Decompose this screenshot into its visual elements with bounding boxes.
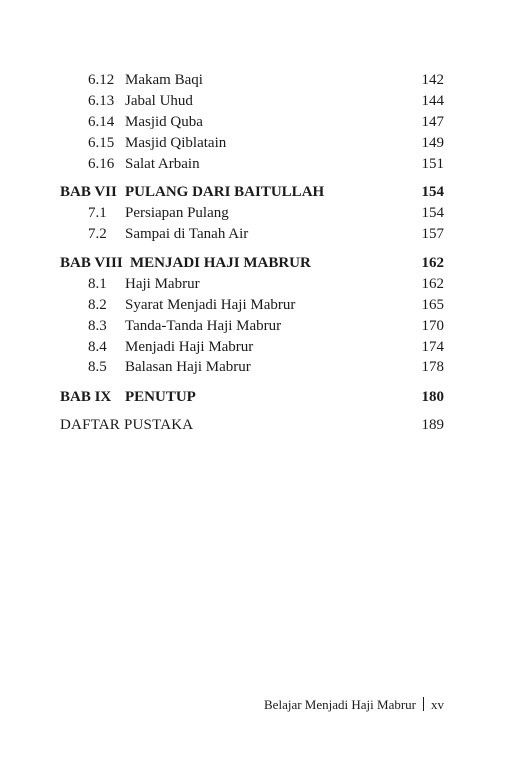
section-number: 8.2 — [88, 297, 107, 313]
toc-entry-8-4 — [0, 337, 516, 357]
section-number: 8.1 — [88, 276, 107, 292]
toc-entry-7-1 — [0, 203, 516, 223]
chapter-title: PENUTUP — [125, 389, 196, 405]
section-title: Masjid Qiblatain — [125, 135, 227, 151]
toc-chapter-viii — [0, 253, 516, 273]
page-number: 180 — [421, 389, 444, 405]
section-title: Sampai di Tanah Air — [125, 226, 249, 242]
section-number: 6.12 — [88, 72, 115, 88]
toc-entry-8-5 — [0, 357, 516, 377]
section-title: Salat Arbain — [125, 156, 200, 172]
page-number: 154 — [421, 184, 444, 200]
bibliography-title: DAFTAR PUSTAKA — [60, 417, 194, 433]
section-title: Syarat Menjadi Haji Mabrur — [125, 297, 296, 313]
section-number: 7.2 — [88, 226, 107, 242]
toc-entry-6-13 — [0, 91, 516, 111]
folio: xv — [431, 697, 444, 712]
page-number: 174 — [421, 339, 444, 355]
chapter-number: BAB VII — [60, 184, 117, 200]
page-number: 142 — [421, 72, 444, 88]
toc-entry-6-12 — [0, 70, 516, 90]
toc-entry-8-1 — [0, 274, 516, 294]
section-title: Haji Mabrur — [125, 276, 200, 292]
toc-entry-8-2 — [0, 295, 516, 315]
section-number: 6.13 — [88, 93, 115, 109]
toc-entry-6-15 — [0, 133, 516, 153]
chapter-number: BAB VIII — [60, 255, 123, 271]
section-title: Balasan Haji Mabrur — [125, 359, 251, 375]
chapter-title: MENJADI HAJI MABRUR — [130, 255, 311, 271]
section-number: 6.15 — [88, 135, 115, 151]
toc-entry-8-3 — [0, 316, 516, 336]
toc-entry-6-16 — [0, 154, 516, 174]
section-number: 6.16 — [88, 156, 115, 172]
toc-bibliography — [0, 415, 516, 435]
section-number: 8.4 — [88, 339, 107, 355]
page-number: 157 — [421, 226, 444, 242]
page-number: 162 — [421, 255, 444, 271]
page-footer — [264, 696, 444, 714]
toc-chapter-vii — [0, 182, 516, 202]
section-title: Menjadi Haji Mabrur — [125, 339, 254, 355]
page-number: 165 — [421, 297, 444, 313]
page-number: 178 — [421, 359, 444, 375]
page-number: 144 — [421, 93, 444, 109]
page-number: 151 — [421, 156, 444, 172]
page-number: 189 — [421, 417, 444, 433]
toc-chapter-ix — [0, 387, 516, 407]
chapter-title: PULANG DARI BAITULLAH — [125, 184, 325, 200]
section-title: Makam Baqi — [125, 72, 203, 88]
footer-divider — [423, 697, 424, 711]
page-number: 170 — [421, 318, 444, 334]
toc-entry-7-2 — [0, 224, 516, 244]
page-number: 154 — [421, 205, 444, 221]
chapter-number: BAB IX — [60, 389, 112, 405]
page-number: 162 — [421, 276, 444, 292]
toc-entry-6-14 — [0, 112, 516, 132]
section-title: Persiapan Pulang — [125, 205, 229, 221]
section-number: 7.1 — [88, 205, 107, 221]
section-number: 6.14 — [88, 114, 115, 130]
section-title: Masjid Quba — [125, 114, 203, 130]
section-title: Jabal Uhud — [125, 93, 193, 109]
section-title: Tanda-Tanda Haji Mabrur — [125, 318, 282, 334]
page-number: 149 — [421, 135, 444, 151]
running-title: Belajar Menjadi Haji Mabrur — [264, 697, 416, 712]
section-number: 8.5 — [88, 359, 107, 375]
page-number: 147 — [421, 114, 444, 130]
section-number: 8.3 — [88, 318, 107, 334]
